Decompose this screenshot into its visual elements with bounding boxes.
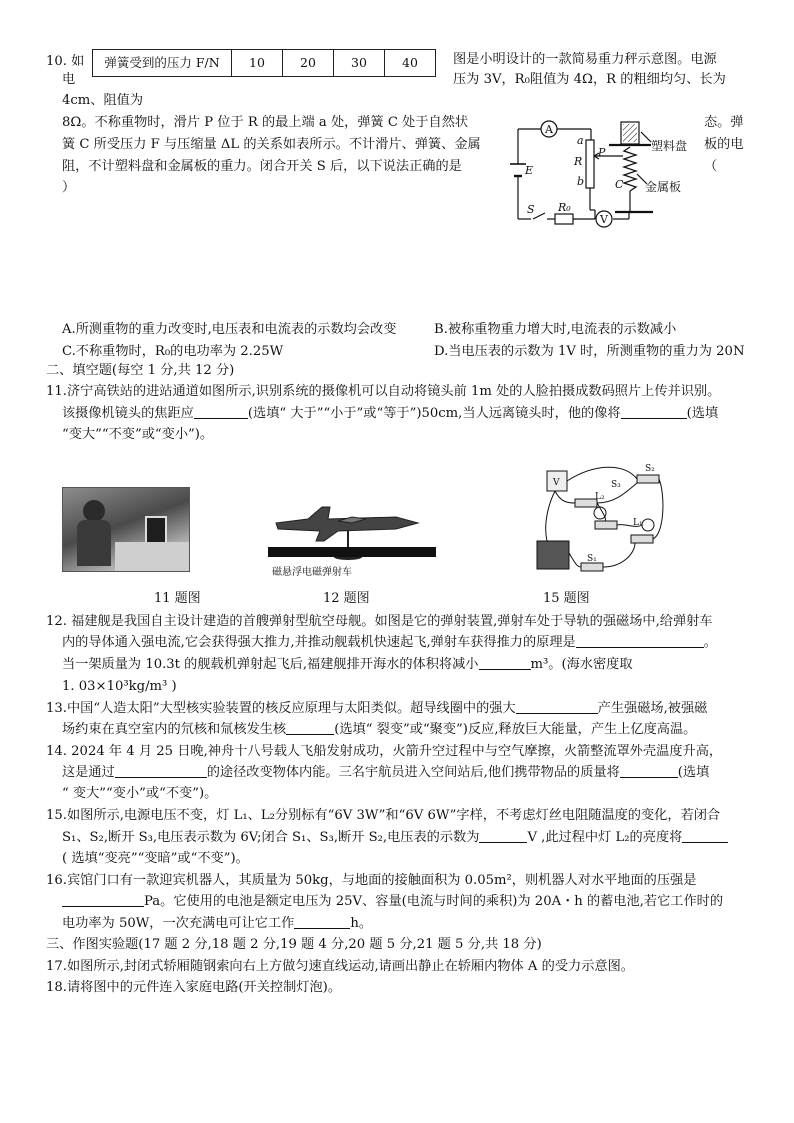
q10-text: 4cm、阻值为 [62,93,144,108]
q11-text: “变大”“不变”或“变小”)。 [62,427,214,442]
q13-blank-2[interactable] [286,720,334,735]
q10-r-label: R [574,155,583,168]
fig15-l1-label: L₁ [633,518,643,528]
q10-table-header: 弹簧受到的压力 F/N [93,50,232,77]
section-2-heading: 二、填空题(每空 1 分,共 12 分) [46,363,235,378]
fig15-s3-label: S₃ [611,480,621,490]
q12-text: 内的导体通入强电流,它会获得强大推力,并推动舰载机快速起飞,弹射车获得推力的原理是 。 [62,635,717,650]
q10-r0-label: R₀ [558,201,571,214]
q12-text: 1. 03×10³kg/m³ ) [62,679,177,694]
q10-ammeter-label: A [545,123,553,136]
fig12-track-label: 磁悬浮电磁弹射车 [272,567,352,577]
q10-table-cell: 40 [385,50,436,77]
q12-blank-1[interactable] [576,633,704,648]
q10-text: 态。弹 [704,115,744,130]
fig15-caption: 15 题图 [543,591,590,606]
q10-text: 簧 C 所受压力 F 与压缩量 ΔL 的关系如表所示。不计滑片、弹簧、金属 [62,137,481,152]
fig15-s2-label: S₂ [645,464,655,474]
q15-text: S₁、S₂,断开 S₃,电压表示数为 6V;闭合 S₁、S₃,断开 S₂,电压表的示数为 V ,此过程中灯 L₂的亮度将 [62,828,728,848]
fig15-illustration [525,463,675,583]
q12-text: 当一架质量为 10.3t 的舰载机弹射起飞后,福建舰排开海水的体积将减小 m³。(海水密度取 [62,657,633,672]
q17-text: 17.如图所示,封闭式轿厢随钢索向右上方做匀速直线运动,请画出静止在轿厢内物体 A 的受力示意图。 [46,959,634,974]
fig12-illustration [268,497,436,577]
q11-blank-1[interactable] [194,404,248,419]
q10-option-d: D.当电压表的示数为 1V 时，所测重物的重力为 20N [434,344,745,359]
fig15-s1-label: S₁ [587,554,597,564]
fig11-caption: 11 题图 [154,591,201,606]
q10-text: 阻，不计塑料盘和金属板的重力。闭合开关 S 后，以下说法正确的是 [62,159,462,174]
fig11-photo [62,487,190,572]
q10-option-c: C.不称重物时，R₀的电功率为 2.25W [62,344,284,359]
q10-source-label: E [525,164,534,177]
fig15-l2-label: L₂ [595,492,605,502]
q10-c-label: C [615,178,624,191]
q10-p-label: P [598,146,606,159]
q16-blank-2[interactable] [294,914,350,929]
q10-number: 10. 如 [46,54,85,69]
q10-text: 压为 3V，R₀阻值为 4Ω，R 的粗细均匀、长为 [453,72,726,87]
q14-text: “ 变大”“变小”或“不变”)。 [62,786,218,801]
q10-table-cell: 20 [283,50,334,77]
q10-table-cell: 10 [232,50,283,77]
q10-text: 图是小明设计的一款简易重力秤示意图。电源 [453,52,717,67]
q10-text: 板的电 [704,137,744,152]
fig15-voltmeter-label: V [553,478,560,488]
q10-metal-label: 金属板 [645,180,682,194]
q11-blank-2[interactable] [621,404,687,419]
q16-text: 16.宾馆门口有一款迎宾机器人，其质量为 50kg，与地面的接触面积为 0.05m²，则机器人对水平地面的压强是 [46,873,697,888]
q10-number-cont: 电 [62,72,76,87]
q16-text: Pa。它使用的电池是额定电压为 25V、容量(电流与时间的乘积)为 20A・h 的蓄电池,若它工作时的 [62,892,723,912]
q15-blank-2[interactable] [682,828,728,843]
q15-text: ( 选填“变亮”“变暗”或“不变”)。 [62,851,249,866]
q11-text: 该摄像机镜头的焦距应 (选填“ 大于”“小于”或“等于”)50cm,当人远离镜头时，他的像将 (选填 [62,406,719,421]
q14-blank-2[interactable] [620,763,678,778]
q10-a-label: a [577,134,584,147]
q15-blank-1[interactable] [479,828,527,843]
q10-text: （ [704,159,718,174]
q10-plate-label: 塑料盘 [651,139,688,153]
q16-text: 电功率为 50W，一次充满电可让它工作 h。 [62,916,373,931]
q14-text: 这是通过 的途径改变物体内能。三名宇航员进入空间站后,他们携带物品的质量将 (选填 [62,765,710,780]
q10-option-a: A.所测重物的重力改变时,电压表和电流表的示数均会改变 [62,322,397,337]
section-3-heading: 三、作图实验题(17 题 2 分,18 题 2 分,19 题 4 分,20 题 5 分,21 题 5 分,共 18 分) [46,937,542,952]
q10-voltmeter-label: V [600,213,608,226]
q14-blank-1[interactable] [115,763,207,778]
q10-switch-label: S [527,203,535,216]
q12-text: 12. 福建舰是我国自主设计建造的首艘弹射型航空母舰。如图是它的弹射装置,弹射车处于导轨的强磁场中,给弹射车 [46,614,713,629]
q18-text: 18.请将图中的元件连入家庭电路(开关控制灯泡)。 [46,980,342,995]
q16-blank-1[interactable] [62,892,144,907]
q10-circuit-diagram [505,112,705,232]
q10-table-cell: 30 [334,50,385,77]
q10-table [92,49,436,77]
q10-text: 8Ω。不称重物时，滑片 P 位于 R 的最上端 a 处，弹簧 C 处于自然状 [62,115,469,130]
q15-text: 15.如图所示,电源电压不变，灯 L₁、L₂分别标有“6V 3W”和“6V 6W”字样，不考虑灯丝电阻随温度的变化，若闭合 [46,808,721,823]
q10-option-b: B.被称重物重力增大时,电流表的示数减小 [434,322,677,337]
q13-text: 13.中国“人造太阳”大型核实验装置的核反应原理与太阳类似。超导线圈中的强大 产生强磁场,被强磁 [46,701,708,716]
q13-text: 场约束在真空室内的氘核和氚核发生核 (选填“ 裂变”或“聚变”)反应,释放巨大能量，产生上亿度高温。 [62,722,697,737]
fig12-caption: 12 题图 [323,591,370,606]
q12-blank-2[interactable] [479,655,531,670]
q10-b-label: b [577,175,585,188]
q10-text: ） [62,180,76,195]
q13-blank-1[interactable] [516,699,598,714]
q11-text: 11.济宁高铁站的进站通道如图所示,识别系统的摄像机可以自动将镜头前 1m 处的人脸拍摄成数码照片上传并识别。 [46,384,721,399]
q14-text: 14. 2024 年 4 月 25 日晚,神舟十八号载人飞船发射成功，火箭升空过程中与空气摩擦，火箭整流罩外壳温度升高， [46,744,723,759]
